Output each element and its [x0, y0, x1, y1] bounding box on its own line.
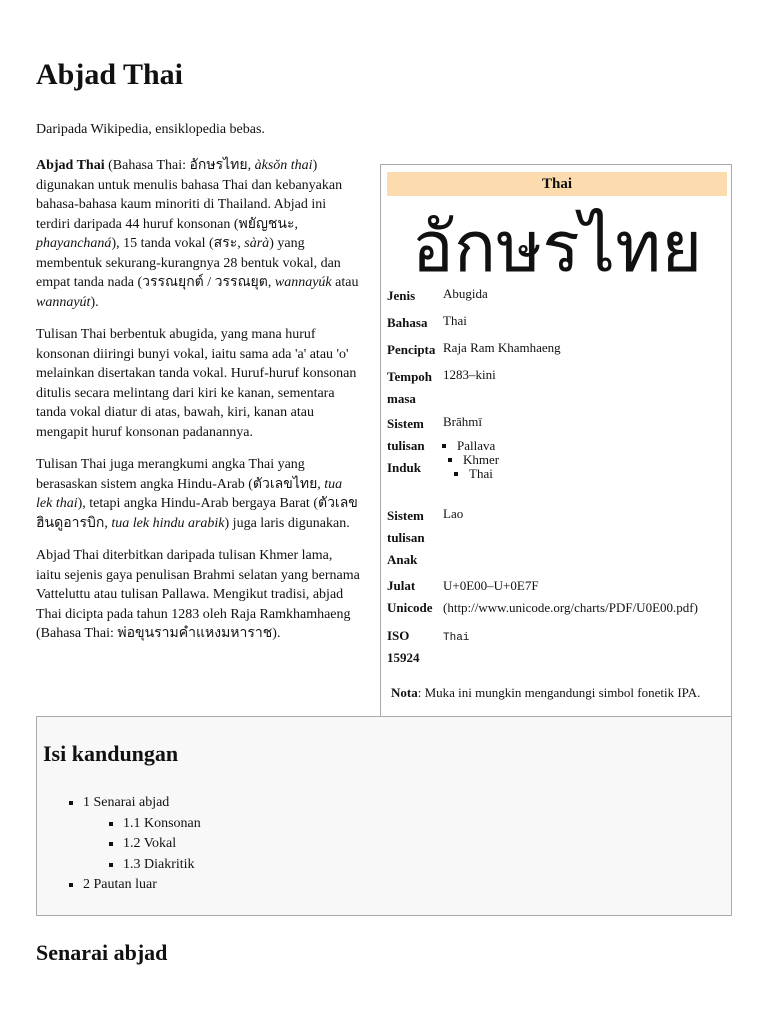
infobox-header: Thai	[387, 172, 727, 196]
label-line: masa	[387, 391, 416, 406]
parent-script-root[interactable]: Brāhmī	[443, 414, 482, 429]
label-line: Sistem	[387, 416, 424, 431]
unicode-range: U+0E00–U+0E7F	[443, 578, 539, 593]
row-value: 1283–kini	[443, 367, 496, 382]
label-line: Unicode	[387, 600, 433, 615]
site-tagline: Daripada Wikipedia, ensiklopedia bebas.	[36, 122, 265, 137]
list-nest	[463, 467, 499, 481]
text: Tulisan Thai juga merangkumi angka Thai yang berasaskan sistem angka Hindu-Arab (ตัวเลขไทย,	[36, 457, 325, 492]
section-heading: Senarai abjad	[36, 940, 168, 965]
text: ) yang membentuk sekurang-kurangnya 28 bentuk vokal, dan empat tanda nada (วรรณยุกต์ / วรรณยุต,	[36, 236, 341, 290]
note-text: : Muka ini mungkin mengandungi simbol fonetik IPA.	[417, 685, 701, 700]
bold-term: Abjad Thai	[36, 158, 105, 173]
italic-term: sàrà	[244, 236, 270, 251]
row-value[interactable]: Lao	[443, 506, 464, 521]
text: ) juga laris digunakan.	[224, 515, 350, 531]
parent-script-tree	[443, 439, 499, 481]
infobox-note	[391, 685, 700, 701]
parent-script-item: ▪ Thai	[469, 467, 499, 481]
row-label: Pencipta	[387, 342, 436, 357]
paragraph-history: Abjad Thai diterbitkan daripada tulisan Khmer lama, iaitu sejenis gaya penulisan Brahmi selatan yang bernama Vatteluttu atau tulisan Pallawa. Mengikut tradisi, abjad Thai dicipta pada tahun 1283 oleh Raja Ramkhamhaeng (Bahasa Thai: พ่อขุนรามคำแหงมหาราช).	[36, 548, 360, 641]
infobox	[380, 164, 732, 724]
label-line: 15924	[387, 650, 420, 665]
list-nest	[457, 453, 499, 481]
label-line: Julat	[387, 578, 416, 593]
table-of-contents	[36, 716, 732, 916]
label-line: Tempoh	[387, 369, 433, 384]
label-line: Sistem	[387, 508, 424, 523]
script-sample: อักษรไทย	[411, 206, 703, 288]
row-label: Bahasa	[387, 315, 428, 330]
paragraph-numerals	[36, 455, 360, 533]
toc-item[interactable]: ▪ 1.2 Vokal	[123, 834, 201, 855]
italic-term: wannayúk	[274, 275, 332, 290]
text: atau	[331, 275, 359, 290]
parent-script-item[interactable]: ▪ Khmer	[463, 453, 499, 467]
article-body	[36, 156, 360, 657]
text: ) digunakan untuk menulis bahasa Thai dan kebanyakan bahasa-bahasa kaum minoriti di Thailand. Abjad ini terdiri daripada 44 huruf konsonan (พยัญชนะ,	[36, 158, 343, 232]
text: ), tetapi angka Hindu-Arab bergaya Barat (ตัวเลขฮินดูอารบิก,	[36, 496, 358, 531]
row-label	[387, 575, 441, 619]
label-line: tulisan	[387, 438, 425, 453]
row-value: Abugida	[443, 286, 488, 301]
italic-term: wannayút	[36, 294, 91, 310]
row-label	[387, 413, 441, 479]
italic-term: phayanchaná	[36, 236, 112, 251]
row-label	[387, 366, 441, 410]
row-value[interactable]: Raja Ram Khamhaeng	[443, 340, 561, 355]
note-label: Nota	[391, 685, 418, 700]
italic-term: tua lek thai	[36, 476, 343, 511]
row-label	[387, 505, 441, 571]
label-line: Induk	[387, 460, 421, 475]
row-value[interactable]: Thai	[443, 313, 467, 328]
italic-term: àksŏn thai	[254, 158, 313, 173]
row-value	[443, 413, 499, 481]
label-line: ISO	[387, 628, 410, 643]
text: ), 15 tanda vokal (สระ,	[111, 236, 245, 251]
label-line: tulisan	[387, 530, 425, 545]
toc-item[interactable]	[83, 793, 201, 875]
row-value	[443, 575, 698, 619]
text: (Bahasa Thai: อักษรไทย,	[104, 158, 255, 173]
paragraph-intro	[36, 156, 360, 312]
toc-link[interactable]: 1 Senarai abjad	[83, 795, 170, 810]
row-label: Jenis	[387, 288, 416, 303]
text: ).	[90, 294, 99, 310]
row-label	[387, 625, 441, 669]
italic-term: tua lek hindu arabik	[111, 515, 225, 531]
toc-item[interactable]: ▪ 1.1 Konsonan	[123, 814, 201, 835]
toc-sublist	[83, 814, 201, 876]
paragraph-abugida: Tulisan Thai berbentuk abugida, yang mana huruf konsonan diiringi bunyi vokal, iaitu sama ada 'a' atau 'o' melainkan disertakan tanda vokal. Huruf-huruf konsonan ditulis secara melintang dari kiri ke kanan, sementara tanda vokal diatur di atas, bawah, kiri, kanan atau mengapit huruf konsonan padanannya.	[36, 327, 357, 440]
page-title: Abjad Thai	[36, 58, 184, 91]
toc-list	[83, 793, 201, 896]
toc-heading: Isi kandungan	[43, 741, 179, 766]
row-value: Thai	[443, 632, 470, 644]
toc-item[interactable]: ▪ 1.3 Diakritik	[123, 855, 201, 876]
parent-script-item[interactable]: ▪ Pallava	[457, 439, 499, 453]
toc-item[interactable]: ▪ 2 Pautan luar	[83, 875, 201, 896]
label-line: Anak	[387, 552, 418, 567]
unicode-link[interactable]: (http://www.unicode.org/charts/PDF/U0E00.pdf)	[443, 600, 698, 615]
